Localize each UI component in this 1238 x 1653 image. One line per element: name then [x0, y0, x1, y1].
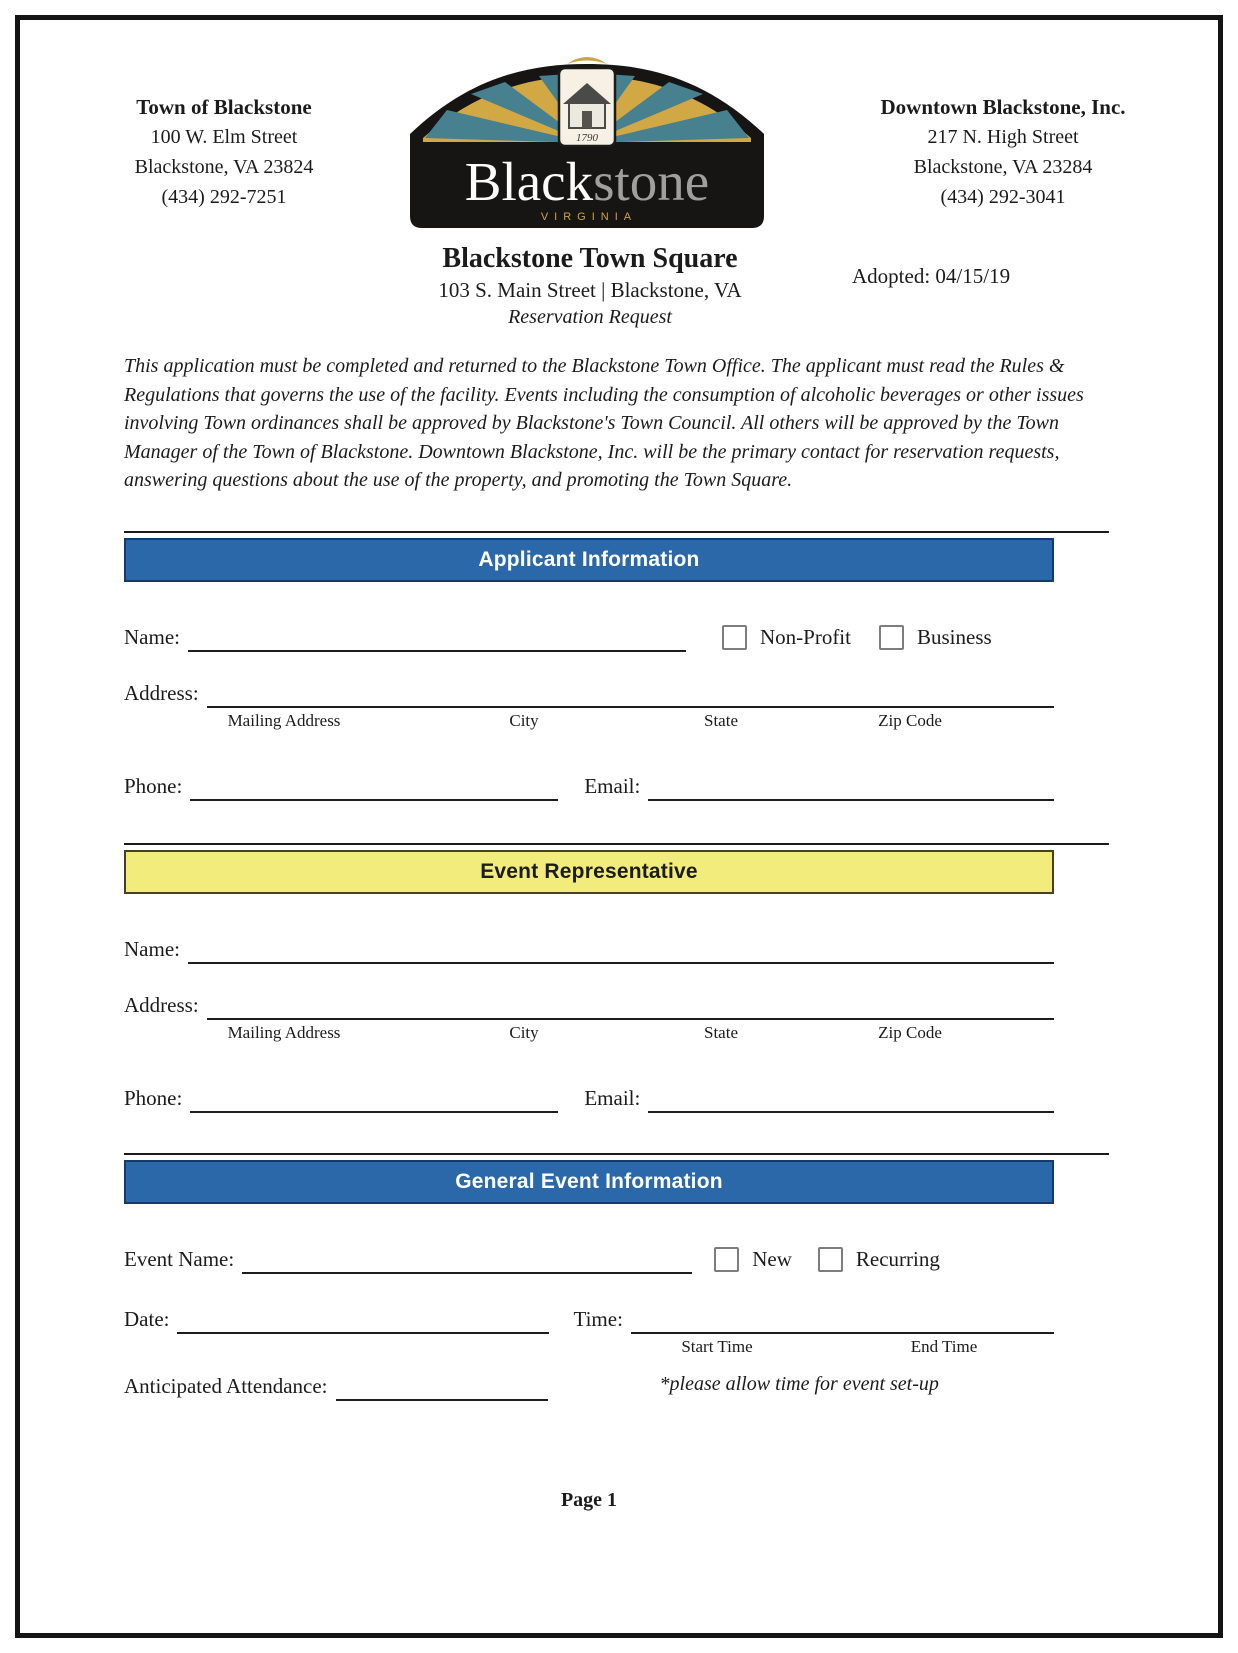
- phone-label: Phone:: [124, 1085, 183, 1110]
- event-representative-header: [124, 850, 1054, 894]
- new-checkbox[interactable]: [714, 1247, 739, 1272]
- adopted-date: Adopted: 04/15/19: [852, 264, 1011, 288]
- event-name-label: Event Name:: [124, 1246, 235, 1271]
- applicant-address-row: [124, 678, 1054, 708]
- town-office-address1: 100 W. Elm Street: [150, 126, 298, 148]
- representative-address-line[interactable]: [207, 992, 1054, 1020]
- town-office-address2: Blackstone, VA 23824: [134, 156, 314, 178]
- time-line[interactable]: [631, 1306, 1054, 1334]
- anticipated-attendance-label: Anticipated Attendance:: [124, 1373, 328, 1398]
- city-sublabel: City: [509, 710, 539, 730]
- document-header: [20, 20, 1218, 332]
- attendance-line[interactable]: [336, 1373, 548, 1401]
- applicant-information-header: [124, 538, 1054, 582]
- zip-code-sublabel: Zip Code: [878, 1022, 942, 1042]
- new-label: New: [752, 1246, 792, 1271]
- representative-address-row: [124, 990, 1054, 1020]
- end-time-sublabel: End Time: [910, 1336, 978, 1356]
- applicant-information-title: Applicant Information: [478, 547, 700, 571]
- page-number: Page 1: [560, 1488, 618, 1511]
- non-profit-checkbox[interactable]: [722, 625, 747, 650]
- date-line[interactable]: [177, 1306, 549, 1334]
- document-title-block: [290, 242, 890, 330]
- downtown-inc-block: [848, 92, 1158, 212]
- state-sublabel: State: [704, 1022, 738, 1042]
- form-content: [124, 531, 1054, 1512]
- name-label: Name:: [124, 624, 180, 649]
- applicant-name-row: [124, 622, 1054, 652]
- address-label: Address:: [124, 992, 199, 1017]
- blackstone-logo: [407, 48, 767, 234]
- section-divider: [124, 531, 1109, 533]
- general-event-information-header: [124, 1160, 1054, 1204]
- applicant-name-line[interactable]: [188, 624, 686, 652]
- applicant-address-line[interactable]: [207, 680, 1054, 708]
- page-border: [15, 15, 1223, 1638]
- applicant-address-sublabels: [124, 711, 1054, 735]
- time-sublabels: [124, 1337, 1054, 1361]
- section-divider: [124, 1153, 1109, 1155]
- email-label: Email:: [584, 1085, 641, 1110]
- downtown-inc-name: Downtown Blackstone, Inc.: [880, 95, 1126, 119]
- town-office-phone: (434) 292-7251: [161, 186, 287, 208]
- event-name-row: [124, 1244, 1054, 1274]
- applicant-phone-line[interactable]: [190, 773, 558, 801]
- event-name-line[interactable]: [242, 1246, 692, 1274]
- date-label: Date:: [124, 1306, 170, 1331]
- representative-name-row: [124, 934, 1054, 964]
- representative-phone-row: [124, 1083, 1054, 1113]
- representative-address-sublabels: [124, 1023, 1054, 1047]
- city-sublabel: City: [509, 1022, 539, 1042]
- logo-wordmark: Blackstone: [464, 151, 710, 212]
- representative-email-line[interactable]: [648, 1085, 1054, 1113]
- setup-note: *please allow time for event set-up: [659, 1372, 939, 1395]
- time-label: Time:: [573, 1306, 623, 1331]
- start-time-sublabel: Start Time: [681, 1336, 753, 1356]
- mailing-address-sublabel: Mailing Address: [227, 710, 341, 730]
- email-label: Email:: [584, 773, 641, 798]
- document-address: 103 S. Main Street | Blackstone, VA: [438, 278, 742, 302]
- document-title: Blackstone Town Square: [442, 243, 738, 274]
- representative-name-line[interactable]: [188, 936, 1054, 964]
- recurring-label: Recurring: [855, 1246, 940, 1271]
- representative-phone-line[interactable]: [190, 1085, 558, 1113]
- logo-year: 1790: [576, 132, 598, 144]
- logo-state: VIRGINIA: [540, 211, 638, 223]
- non-profit-label: Non-Profit: [759, 624, 851, 649]
- mailing-address-sublabel: Mailing Address: [227, 1022, 341, 1042]
- event-representative-title: Event Representative: [480, 859, 698, 883]
- section-divider: [124, 843, 1109, 845]
- applicant-phone-row: [124, 771, 1054, 801]
- downtown-inc-phone: (434) 292-3041: [940, 186, 1066, 208]
- town-office-name: Town of Blackstone: [136, 95, 312, 119]
- blackstone-logo-icon: [407, 48, 767, 234]
- town-office-block: [98, 92, 350, 212]
- state-sublabel: State: [704, 710, 738, 730]
- applicant-email-line[interactable]: [648, 773, 1054, 801]
- intro-paragraph: This application must be completed and returned to the Blackstone Town Office. The applicant must read the Rules & Regulations that governs the use of the facility. Events including the consumption of alcoholic beverages or other issues involving Town ordinances shall be approved by Blackstone's Town Council. All others will be approved by the Town Manager of the Town of Blackstone. Downtown Blackstone, Inc. will be the primary contact for reservation requests, answering questions about the use of the property, and promoting the Town Square.: [124, 355, 1084, 491]
- recurring-checkbox[interactable]: [818, 1247, 843, 1272]
- address-label: Address:: [124, 680, 199, 705]
- attendance-row: [124, 1369, 1054, 1401]
- business-checkbox[interactable]: [879, 625, 904, 650]
- document-subtitle: Reservation Request: [508, 306, 672, 328]
- phone-label: Phone:: [124, 773, 183, 798]
- zip-code-sublabel: Zip Code: [878, 710, 942, 730]
- name-label: Name:: [124, 936, 180, 961]
- business-label: Business: [916, 624, 992, 649]
- downtown-inc-address2: Blackstone, VA 23284: [913, 156, 1093, 178]
- general-event-information-title: General Event Information: [455, 1169, 723, 1193]
- downtown-inc-address1: 217 N. High Street: [927, 126, 1079, 148]
- date-time-row: [124, 1304, 1054, 1334]
